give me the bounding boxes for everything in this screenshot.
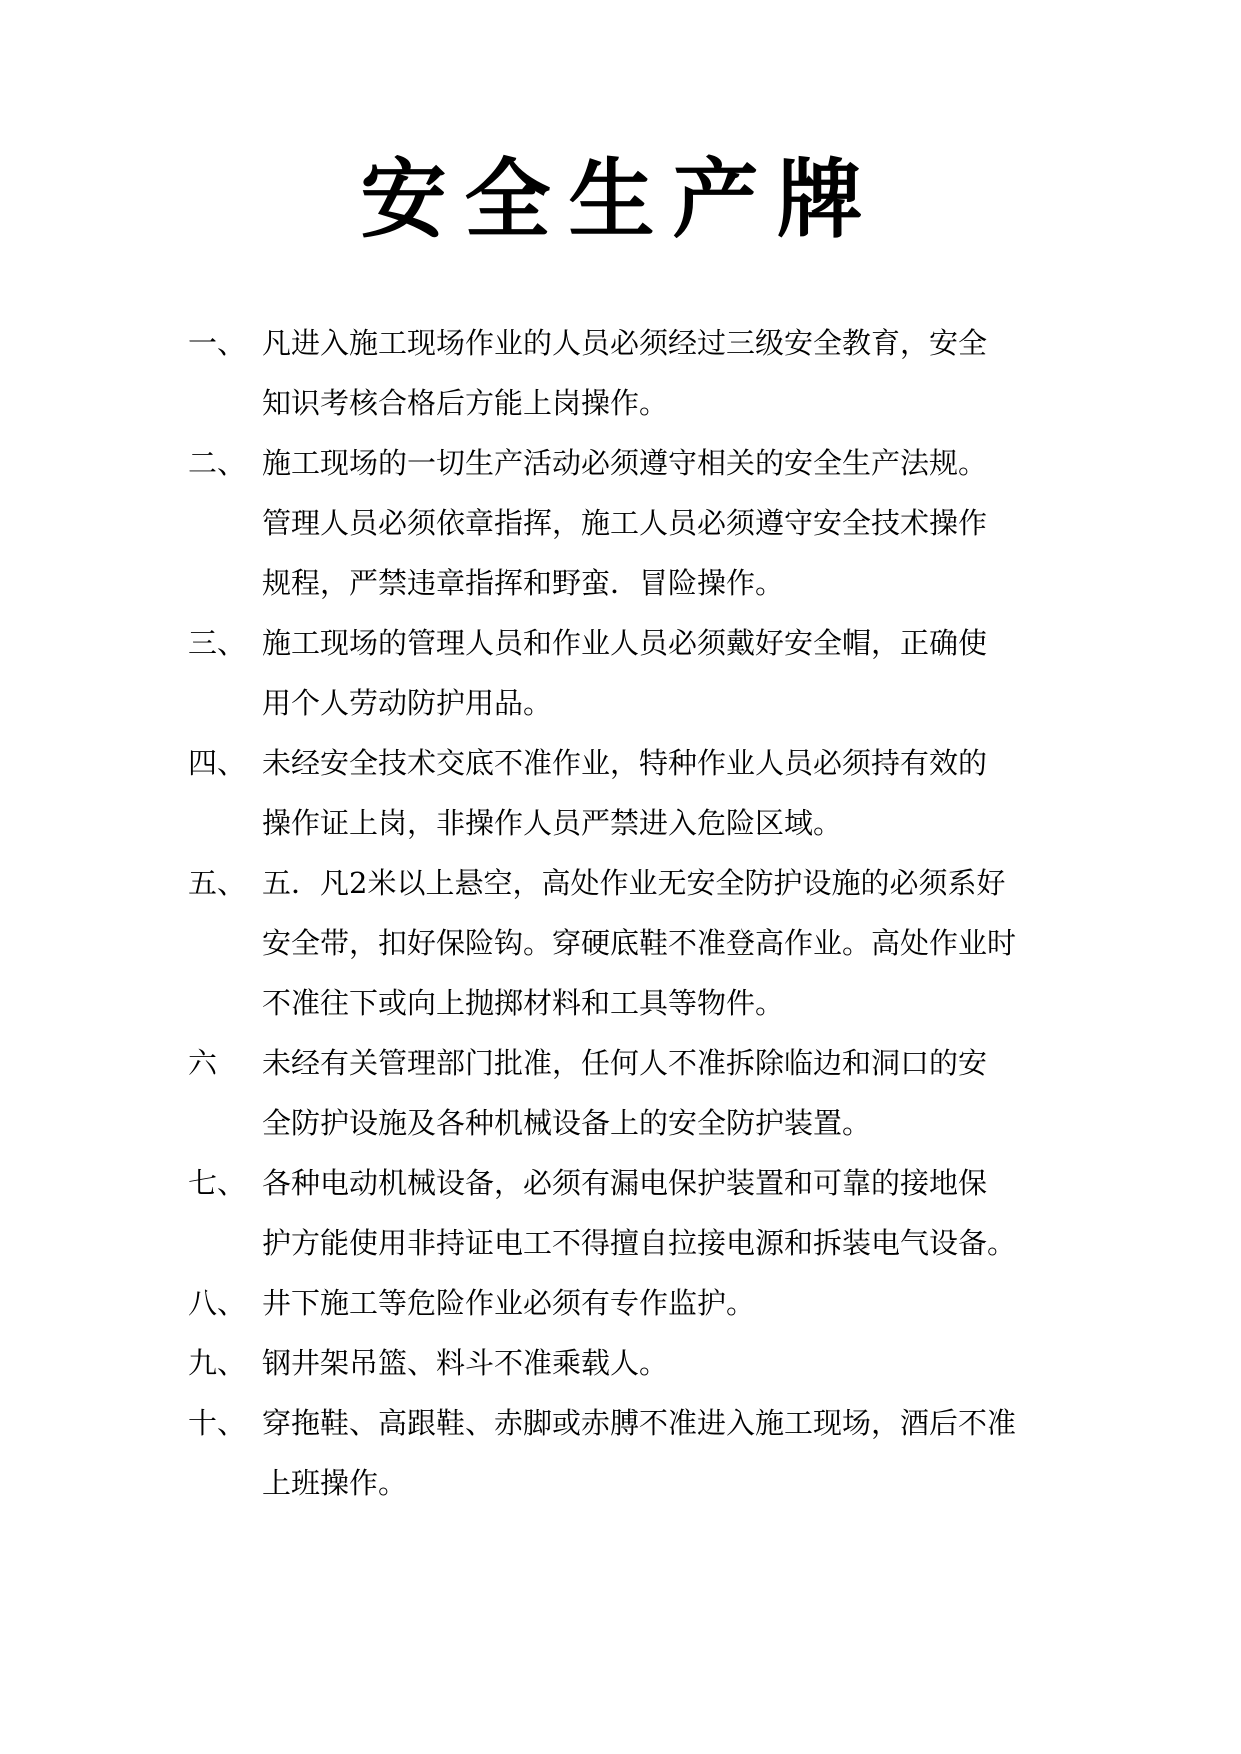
page-title: 安全生产牌 — [360, 150, 881, 250]
rule-text-line: 安全带，扣好保险钩。穿硬底鞋不准登高作业。高处作业时 — [262, 926, 1017, 960]
rule-text-line: 井下施工等危险作业必须有专作监护。 — [262, 1286, 756, 1320]
rule-text-line: 五．凡2米以上悬空，高处作业无安全防护设施的必须系好 — [262, 866, 1006, 900]
rules-list — [188, 313, 1088, 1513]
rule-text-line: 不准往下或向上抛掷材料和工具等物件。 — [262, 986, 785, 1020]
rule-text-line: 穿拖鞋、高跟鞋、赤脚或赤膊不准进入施工现场，酒后不准 — [262, 1406, 1017, 1440]
rule-number: 七、 — [188, 1166, 247, 1200]
rule-item — [188, 1273, 1088, 1333]
rule-number: 三、 — [188, 626, 247, 660]
rule-text-line: 操作证上岗，非操作人员严禁进入危险区域。 — [262, 806, 843, 840]
rule-text-line: 知识考核合格后方能上岗操作。 — [262, 386, 669, 420]
rule-item — [188, 1033, 1088, 1153]
rule-item — [188, 613, 1088, 733]
rule-text-line: 用个人劳动防护用品。 — [262, 686, 553, 720]
rule-item — [188, 1153, 1088, 1273]
rule-text-line: 未经有关管理部门批准，任何人不准拆除临边和洞口的安 — [262, 1046, 988, 1080]
rule-text-line: 凡进入施工现场作业的人员必须经过三级安全教育，安全 — [262, 326, 988, 360]
rule-item — [188, 313, 1088, 433]
rule-number: 二、 — [188, 446, 247, 480]
rule-number: 一、 — [188, 326, 247, 360]
rule-text-line: 全防护设施及各种机械设备上的安全防护装置。 — [262, 1106, 872, 1140]
rule-item — [188, 853, 1088, 1033]
rule-item — [188, 1333, 1088, 1393]
rule-number: 四、 — [188, 746, 247, 780]
rule-number: 十、 — [188, 1406, 247, 1440]
rule-text-line: 钢井架吊篮、料斗不准乘载人。 — [262, 1346, 669, 1380]
rule-text-line: 护方能使用非持证电工不得擅自拉接电源和拆装电气设备。 — [262, 1226, 1017, 1260]
rule-text-line: 各种电动机械设备，必须有漏电保护装置和可靠的接地保 — [262, 1166, 988, 1200]
rule-number: 九、 — [188, 1346, 247, 1380]
rule-item — [188, 1393, 1088, 1513]
rule-item — [188, 433, 1088, 613]
rule-item — [188, 733, 1088, 853]
rule-text-line: 管理人员必须依章指挥，施工人员必须遵守安全技术操作 — [262, 506, 988, 540]
rule-text-line: 施工现场的管理人员和作业人员必须戴好安全帽，正确使 — [262, 626, 988, 660]
rule-text-line: 上班操作。 — [262, 1466, 408, 1500]
rule-text-line: 施工现场的一切生产活动必须遵守相关的安全生产法规。 — [262, 446, 988, 480]
rule-number: 六 — [188, 1046, 218, 1080]
rule-text-line: 规程，严禁违章指挥和野蛮．冒险操作。 — [262, 566, 785, 600]
rule-number: 八、 — [188, 1286, 247, 1320]
rule-text-line: 未经安全技术交底不准作业，特种作业人员必须持有效的 — [262, 746, 988, 780]
rule-number: 五、 — [188, 866, 247, 900]
